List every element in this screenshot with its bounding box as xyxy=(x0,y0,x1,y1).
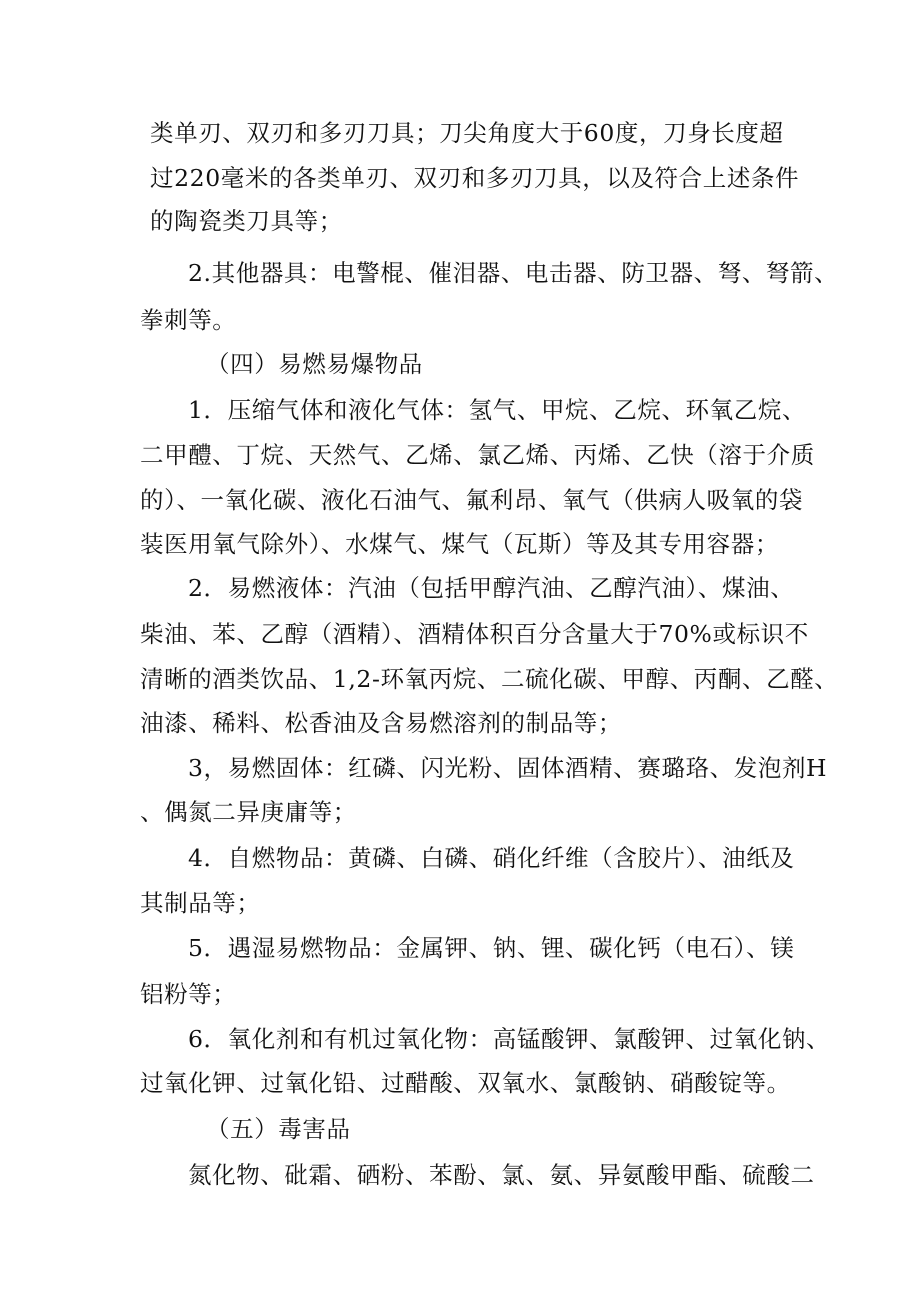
text-line: 装医用氧气除外）、水煤气、煤气（瓦斯）等及其专用容器； xyxy=(140,530,779,558)
list-item: 4．自燃物品：黄磷、白磷、硝化纤维（含胶片）、油纸及 xyxy=(188,844,795,872)
list-item: 6．氧化剂和有机过氧化物：高锰酸钾、氯酸钾、过氧化钠、 xyxy=(188,1025,831,1053)
list-item: 5．遇湿易燃物品：金属钾、钠、锂、碳化钙（电石）、镁 xyxy=(188,934,795,962)
text-line: 其制品等； xyxy=(140,889,261,917)
text-line: 拳刺等。 xyxy=(140,306,237,334)
text-line: 清晰的酒类饮品、1,2-环氧丙烷、二硫化碳、甲醇、丙酮、乙醛、 xyxy=(140,665,839,693)
text-line: 油漆、稀料、松香油及含易燃溶剂的制品等； xyxy=(140,709,622,737)
list-item: 2．易燃液体：汽油（包括甲醇汽油、乙醇汽油）、煤油、 xyxy=(188,574,795,602)
text-line: 二甲醴、丁烷、天然气、乙烯、氯乙烯、丙烯、乙快（溶于介质 xyxy=(140,441,815,469)
text-line: 过氧化钾、过氧化铅、过醋酸、双氧水、氯酸钠、硝酸锭等。 xyxy=(140,1069,791,1097)
list-item: 3，易燃固体：红磷、闪光粉、固体酒精、赛璐珞、发泡剂H xyxy=(188,754,828,782)
list-item: 2.其他器具：电警棍、催泪器、电击器、防卫器、弩、弩箭、 xyxy=(188,259,839,287)
section-heading: （五）毒害品 xyxy=(206,1115,351,1143)
text-line: 类单刃、双刃和多刃刀具；刀尖角度大于60度，刀身长度超 xyxy=(150,119,784,147)
list-item: 1．压缩气体和液化气体：氢气、甲烷、乙烷、环氧乙烷、 xyxy=(188,396,807,424)
text-line: 的）、一氧化碳、液化石油气、氟利昂、氧气（供病人吸氧的袋 xyxy=(140,486,804,514)
text-line: 铝粉等； xyxy=(140,980,237,1008)
text-line: 过220毫米的各类单刃、双刃和多刃刀具，以及符合上述条件 xyxy=(150,164,800,192)
text-line: 氮化物、砒霜、硒粉、苯酚、氯、氨、异氨酸甲酯、硫酸二 xyxy=(188,1161,815,1189)
text-line: 柴油、苯、乙醇（酒精）、酒精体积百分含量大于70%或标识不 xyxy=(140,620,809,648)
text-line: 、偶氮二异庚庸等； xyxy=(140,798,357,826)
section-heading: （四）易燃易爆物品 xyxy=(206,350,423,378)
text-line: 的陶瓷类刀具等； xyxy=(150,207,343,235)
